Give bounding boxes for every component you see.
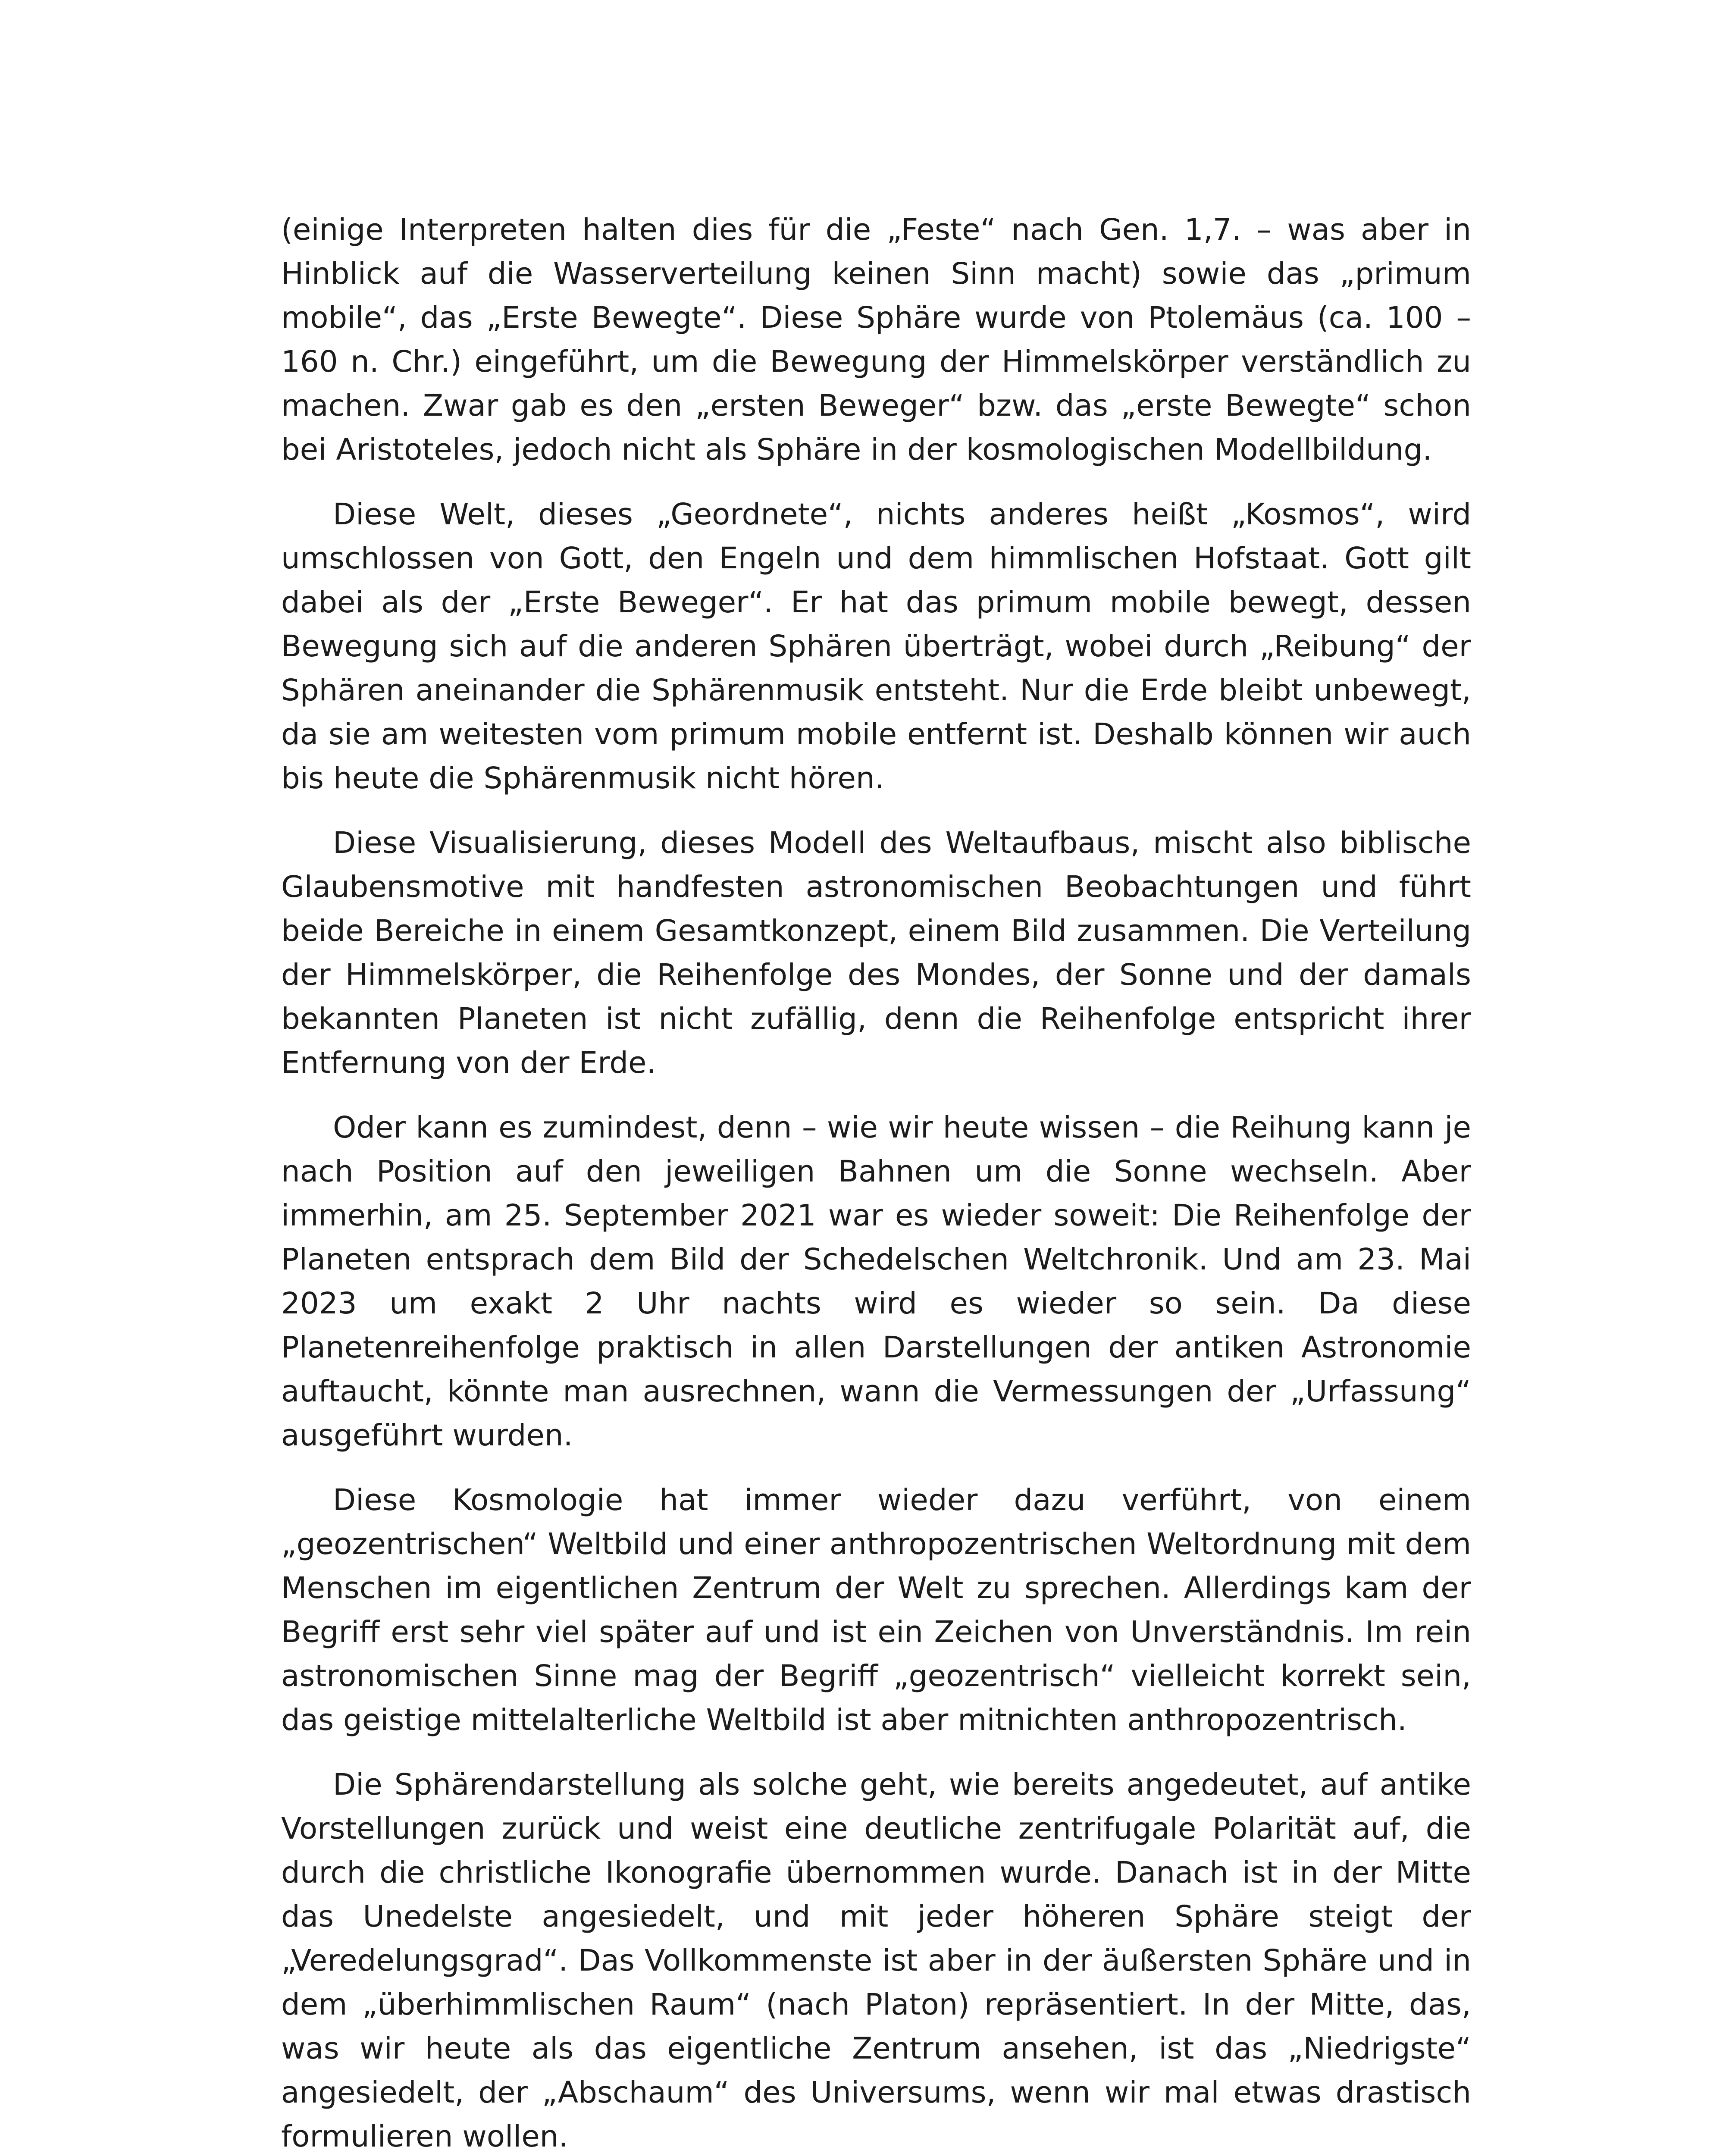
paragraph-4: Oder kann es zumindest, denn – wie wir heute wissen – die Reihung kann je nach Position auf den jeweiligen Bahnen um die Sonne wechseln. Aber immerhin, am 25. September 2021 war es wieder soweit: Die Reihenfolge der Planeten entsprach dem Bild der Schedelschen Weltchronik. Und am 23. Mai 2023 um exakt 2 Uhr nachts wird es wieder so sein. Da diese Planetenreihenfolge praktisch in allen Darstellungen der antiken Astronomie auftaucht, könnte man ausrechnen, wann die Vermessungen der „Urfassung“ ausgeführt wurden.: [281, 1110, 1471, 1453]
body-text: [281, 208, 1471, 2156]
paragraph-5: Diese Kosmologie hat immer wieder dazu verführt, von einem „geozentrischen“ Weltbild und einer anthropozentrischen Weltordnung mit dem Menschen im eigentlichen Zentrum der Welt zu sprechen. Allerdings kam der Begriff erst sehr viel später auf und ist ein Zeichen von Unverständnis. Im rein astronomischen Sinne mag der Begriff „geozentrisch“ vielleicht korrekt sein, das geistige mittelalterliche Weltbild ist aber mitnichten anthropozentrisch.: [281, 1483, 1471, 1737]
paragraph-6: Die Sphärendarstellung als solche geht, wie bereits angedeutet, auf antike Vorstellungen zurück und weist eine deutliche zentrifugale Polarität auf, die durch die christliche Ikonografie übernommen wurde. Danach ist in der Mitte das Unedelste angesiedelt, und mit jeder höheren Sphäre steigt der „Veredelungsgrad“. Das Vollkommenste ist aber in der äußersten Sphäre und in dem „überhimmlischen Raum“ (nach Platon) repräsentiert. In der Mitte, das, was wir heute als das eigentliche Zentrum ansehen, ist das „Niedrigste“ angesiedelt, der „Abschaum“ des Universums, wenn wir mal etwas drastisch formulieren wollen.: [281, 1767, 1471, 2154]
paragraph-2: Diese Welt, dieses „Geordnete“, nichts anderes heißt „Kosmos“, wird umschlossen von Gott, den Engeln und dem himmlischen Hofstaat. Gott gilt dabei als der „Erste Beweger“. Er hat das primum mobile bewegt, dessen Bewegung sich auf die anderen Sphären überträgt, wobei durch „Reibung“ der Sphären aneinander die Sphärenmusik entsteht. Nur die Erde bleibt unbewegt, da sie am weitesten vom primum mobile entfernt ist. Deshalb können wir auch bis heute die Sphärenmusik nicht hören.: [281, 497, 1471, 796]
paragraph-1: (einige Interpreten halten dies für die „Feste“ nach Gen. 1,7. – was aber in Hinblick auf die Wasserverteilung keinen Sinn macht) sowie das „primum mobile“, das „Erste Bewegte“. Diese Sphäre wurde von Ptolemäus (ca. 100 – 160 n. Chr.) eingeführt, um die Bewegung der Himmelskörper verständlich zu machen. Zwar gab es den „ersten Beweger“ bzw. das „erste Bewegte“ schon bei Aristoteles, jedoch nicht als Sphäre in der kosmologischen Modellbildung.: [281, 213, 1471, 467]
paragraph-3: Diese Visualisierung, dieses Modell des Weltaufbaus, mischt also biblische Glaubensmotive mit handfesten astronomischen Beobachtungen und führt beide Bereiche in einem Gesamtkonzept, einem Bild zusammen. Die Verteilung der Himmelskörper, die Reihenfolge des Mondes, der Sonne und der damals bekannten Planeten ist nicht zufällig, denn die Reihenfolge entspricht ihrer Entfernung von der Erde.: [281, 826, 1471, 1080]
